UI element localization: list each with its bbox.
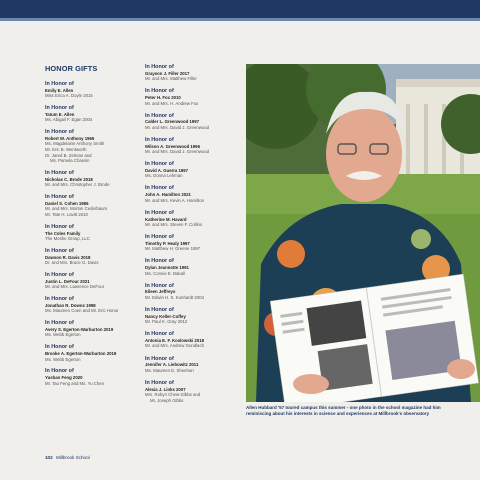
header-bar [0,0,480,18]
honoree-name: Nicholas C. Brode 2018 [45,176,93,182]
honor-entry [45,344,140,362]
honor-label: In Honor of [145,331,174,338]
donor-name: Ms. Webb Egerton [45,356,81,362]
honor-list-2 [145,64,245,403]
donor-name: Dr. Jared B. Zelman and [45,152,92,158]
donor-name: Mr. and Mrs. Kevin A. Hamilton [145,197,204,203]
honor-label: In Honor of [45,368,74,375]
honor-entry [145,307,245,325]
honoree-name: Dawson R. Davis 2018 [45,254,91,260]
donor-name: Mr. and Mrs. Christopher J. Brode [45,182,110,188]
donor-name: Mr. Matthew H. Greene 1997 [145,246,201,252]
honor-label: In Honor of [145,282,174,289]
donor-name: Mr. and Mrs. Andrew Gundlach [145,343,204,349]
photo-caption: Allen Hubbard '57 toured campus this summer - one photo in the school magazine had him reminiscing about his interests in science and experiences at Millbrook's observatory [246,405,441,416]
honor-label: In Honor of [145,161,174,168]
honor-entry [45,129,140,164]
honor-entry [145,161,245,179]
honor-entry [45,194,140,217]
donor-name: Mr. and Mrs. H. Andrew Fox [145,100,199,106]
honoree-name: Grayson J. Filler 2017 [145,70,190,76]
donor-name: Mr. Joseph Gibbs [150,397,184,403]
donor-name: Mr. Tao Feng and Ms. Yu Chen [45,380,105,386]
honor-entry [145,283,245,301]
honor-label: In Honor of [45,296,74,303]
honor-label: In Honor of [145,64,174,70]
honor-label: In Honor of [145,234,174,241]
photo [246,64,480,402]
honor-entry [145,64,245,82]
honor-entry [45,296,140,314]
honoree-name: David A. Guerra 1997 [145,167,189,173]
publication-name: Millbrook School [55,455,90,460]
honoree-name: Tatum E. Allen [45,111,75,117]
honor-entry [145,88,245,106]
honoree-name: Daniel S. Cohen 1986 [45,200,89,206]
honoree-name: Jennifer A. Liebowitz 2011 [145,362,199,368]
donor-name: Ms. Connie E. Bakall [145,270,185,276]
honoree-name: The Coles Family [45,230,81,236]
donor-name: Mr. and Mrs. Lawrence DeFour [45,284,105,290]
honoree-name: Katherine M. Havard [145,216,187,222]
honoree-name: Peter H. Fox 2010 [145,95,181,101]
honor-list-column-2 [145,64,245,410]
honor-entry [45,368,140,386]
honor-entry [45,105,140,123]
honor-entry [145,137,245,155]
honor-label: In Honor of [45,223,74,230]
honor-entry [145,356,245,374]
honor-label: In Honor of [145,88,174,95]
honor-label: In Honor of [145,209,174,216]
donor-name: Ms. Abigail F. Egan 2004 [45,117,93,123]
honoree-name: Emily E. Allen [45,87,74,93]
donor-name: Mr. Paul K. Gray 2012 [145,319,188,325]
donor-name: Mr. and Mrs. David J. Greenwood [145,149,209,155]
honoree-name: Eileen Jeffreys [145,289,176,295]
honor-entry [45,248,140,266]
donor-name: Ms. Donna Lehman [145,173,183,179]
honoree-name: Timothy P. Healy 1997 [145,240,190,246]
donor-name: Ms. Maureen E. Sheehan [145,367,194,373]
honor-label: In Honor of [45,272,74,279]
donor-name: Mr. Tate H. Lavitt 2010 [45,211,88,217]
donor-name: Miss Erica A. Doyle 2015 [45,93,93,99]
honor-label: In Honor of [45,194,74,201]
honor-label: In Honor of [45,170,74,177]
honoree-name: Dylan Jeannotte 1991 [145,265,189,271]
donor-name: Mr. and Mrs. Steven F. Collins [145,221,203,227]
honor-list-1 [45,81,140,386]
honor-label: In Honor of [45,344,74,351]
honor-list-column-1 [45,64,140,393]
honor-entry [45,320,140,338]
honor-label: In Honor of [145,379,174,386]
header-rule [0,18,480,21]
donor-name: Mr. Eric B. Wentworth [45,146,87,152]
donor-name: Mr. Edwin H. S. Kunhardt 2004 [145,294,204,300]
honor-label: In Honor of [45,247,74,254]
honor-entry [145,234,245,252]
donor-name: Ms. Maureen Coen and Mr. Eric Honor [45,308,119,314]
honoree-name: Yushan Feng 2020 [45,375,83,381]
honor-label: In Honor of [45,320,74,327]
honoree-name: Justin L. DeFour 2021 [45,278,90,284]
donor-name: Mrs. Robyn Chew-Gibbs and [145,392,201,398]
donor-name: Dr. and Mrs. Bruce G. Davis [45,260,99,266]
page-number: 102 [45,455,53,460]
honoree-name: Calder L. Greenwood 1997 [145,119,199,125]
honoree-name: Antonia E. F. Koslowski 2018 [145,338,204,344]
honor-label: In Honor of [145,112,174,119]
honoree-name: Jonathan R. Downs 1998 [45,302,96,308]
donor-name: Mr. and Mrs. Matthew Filler [145,76,197,82]
honoree-name: Avery S. Egerton-Warburton 2019 [45,327,114,333]
donor-name: Ms. Magdelaine Anthony Smith [45,141,105,147]
donor-name: Ms. Pamela Chassin [50,158,90,164]
honor-label: In Honor of [145,136,174,143]
section-heading: HONOR GIFTS [45,64,98,73]
honor-label: In Honor of [45,81,74,87]
honor-entry [145,185,245,203]
honor-entry [45,170,140,188]
donor-name: Ms. Webb Egerton [45,332,81,338]
honoree-name: Alexia J. Links 2007 [145,386,186,392]
honor-label: In Honor of [145,258,174,265]
honoree-name: Robert W. Anthony 1965 [45,135,95,141]
honor-entry [145,331,245,349]
honor-entry [145,113,245,131]
honoree-name: Nancy Keller-Coffey [145,313,186,319]
donor-name: Mr. and Mrs. Morton Cederbaum [45,206,108,212]
honor-entry [45,224,140,242]
page-footer [45,455,90,460]
honoree-name: John A. Hamilton 2021 [145,192,191,198]
honor-label: In Honor of [45,129,74,136]
honor-label: In Honor of [145,306,174,313]
honor-label: In Honor of [145,185,174,192]
honor-entry [45,81,140,99]
donor-name: Mr. and Mrs. David J. Greenwood [145,124,209,130]
honor-label: In Honor of [45,105,74,112]
photo-illustration [246,64,480,402]
honoree-name: Brooke A. Egerton-Warburton 2019 [45,351,117,357]
honoree-name: Wilson A. Greenwood 1996 [145,143,200,149]
honor-entry [45,272,140,290]
honor-entry [145,380,245,403]
donor-name: The Moshe Group, LLC [45,236,90,242]
honor-label: In Honor of [145,355,174,362]
honor-entry [145,210,245,228]
honor-entry [145,258,245,276]
